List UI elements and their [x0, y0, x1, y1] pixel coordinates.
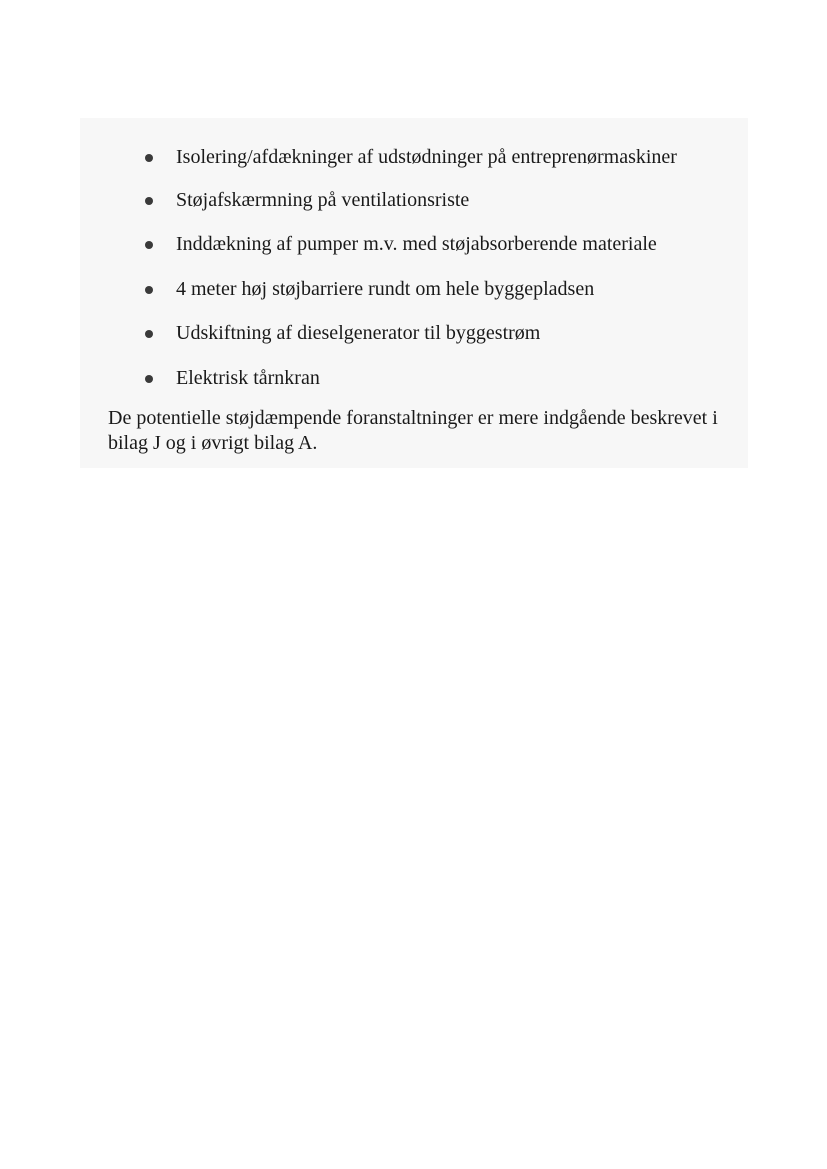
list-item: [80, 318, 748, 348]
closing-paragraph: De potentielle støjdæmpende foranstaltninger er mere indgående beskrevet i bilag J og i øvrigt bilag A.: [108, 407, 718, 454]
list-item-text: Elektrisk tårnkran: [176, 367, 320, 389]
bullet-icon: [145, 154, 153, 162]
bullet-icon: [145, 330, 153, 338]
list-item: [80, 229, 748, 259]
list-item: [80, 185, 748, 215]
document-text-block: [80, 118, 748, 468]
bullet-icon: [145, 286, 153, 294]
list-item-text: 4 meter høj støjbarriere rundt om hele byggepladsen: [176, 278, 595, 300]
list-item-text: Inddækning af pumper m.v. med støjabsorberende materiale: [176, 233, 657, 255]
list-item-text: Isolering/afdækninger af udstødninger på entreprenørmaskiner: [176, 146, 677, 168]
list-item: [80, 274, 748, 304]
list-item-text: Udskiftning af dieselgenerator til byggestrøm: [176, 322, 541, 344]
list-item: [80, 363, 748, 393]
bullet-icon: [145, 375, 153, 383]
bullet-icon: [145, 197, 153, 205]
list-item: [80, 142, 748, 172]
list-item-text: Støjafskærmning på ventilationsriste: [176, 189, 470, 211]
bullet-icon: [145, 241, 153, 249]
